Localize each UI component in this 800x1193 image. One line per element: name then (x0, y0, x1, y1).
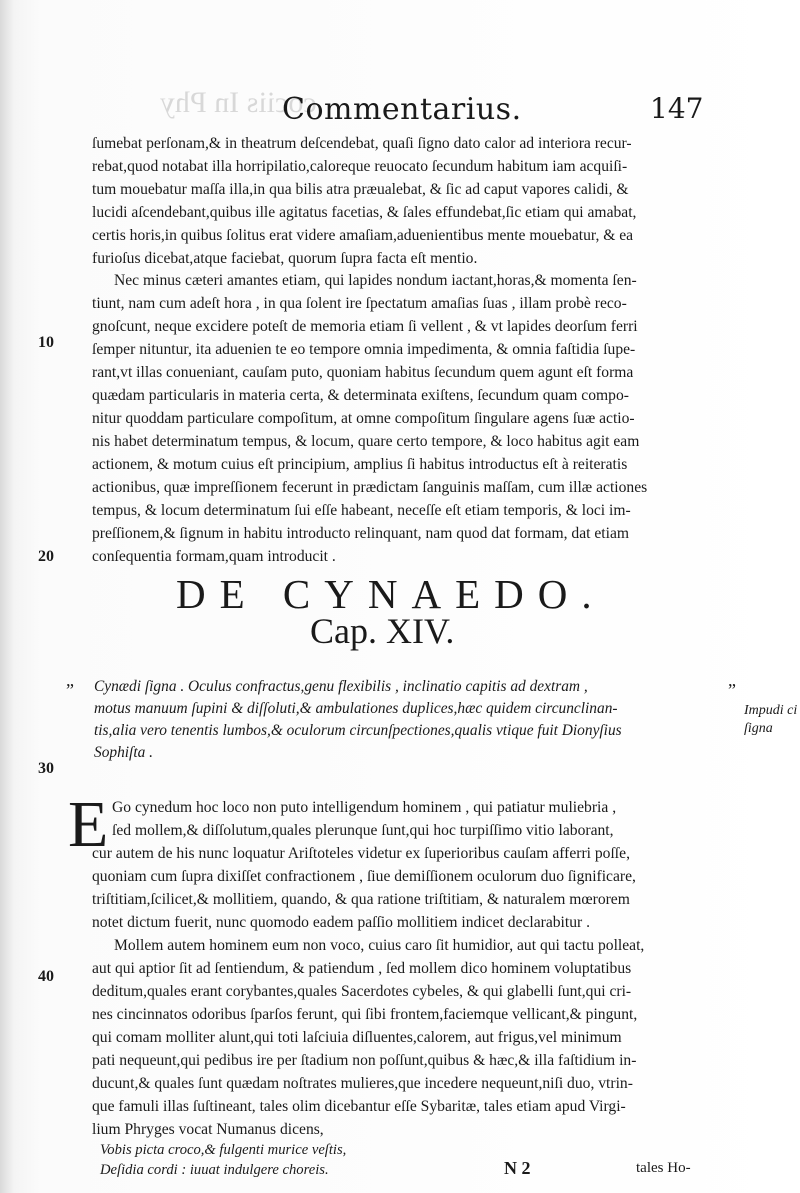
text-line: quoniam cum ſupra dixiſſet confractionem , ſiue demiſſionem oculorum duo ſignificare, (92, 868, 636, 885)
paragraph-cynedum-cont (92, 842, 742, 934)
verse-line: Vobis picta croco,& fulgenti murice veſtis, (100, 1142, 347, 1158)
text-line: ſed mollem,& diſſolutum,quales plerunque ſunt,qui hoc turpiſſimo vitio laborant, (112, 822, 614, 839)
margin-line-number: 20 (38, 548, 54, 565)
margin-line-number: 10 (38, 334, 54, 351)
paragraph-continuation (92, 132, 742, 270)
text-line: ſemper nituntur, ita aduenien te eo tempore omnia impedimenta, & omnia faſtidia ſupe- (92, 341, 636, 358)
text-line: lucidi aſcendebant,quibus ille agitatus facetias, & ſales effundebat,ſic etiam qui amabat, (92, 204, 637, 221)
catchword: tales Ho- (636, 1160, 691, 1176)
text-line: Go cynedum hoc loco non puto intelligendum hominem , qui patiatur muliebria , (112, 799, 617, 816)
running-head: Commentarius. (282, 92, 522, 127)
text-line: nitur quoddam particulare compoſitum, at omne compoſitum ſingulare agens ſuæ actio- (92, 410, 635, 427)
page-number: 147 (650, 92, 704, 125)
paragraph-mollem (92, 934, 742, 1141)
summary-line: tis,alia vero tenentis lumbos,& oculorum circunſpectiones,qualis vtique fuit Dionyſius (94, 722, 622, 739)
text-line: pati nequeunt,qui pedibus ire per ſtadium non poſſunt,quibus & hæc,& illa faſtidium in- (92, 1052, 637, 1069)
text-line: actionibus, quæ impreſſionem fecerunt in prædictam ſanguinis maſſam, cum illæ actiones (92, 479, 648, 496)
text-line: gnoſcunt, neque excidere poteſt de memoria etiam ſi vellent , & vt lapides deorſum ferri (92, 318, 638, 335)
quote-mark-open: „ (66, 670, 74, 690)
text-line: ſumebat perſonam,& in theatrum deſcendebat, quaſi ſigno dato calor ad interiora recur- (92, 135, 632, 152)
text-line: aut qui aptior ſit ad ſentiendum, & patiendum , ſed mollem dico hominem voluptatibus (92, 960, 632, 977)
text-line: conſequentia formam,quam introducit . (92, 548, 336, 565)
text-line: lium Phryges vocat Numanus dicens, (92, 1121, 324, 1138)
verse-quote (100, 1140, 700, 1180)
text-line: Nec minus cæteri amantes etiam, qui lapides nondum iactant,horas,& momenta ſen- (114, 272, 637, 289)
quote-mark-close: „ (728, 670, 736, 690)
paragraph-cynedum (112, 796, 742, 842)
text-line: rant,vt illas conueniant, cauſam puto, quoniam habitus ſecundum quem agunt eſt forma (92, 364, 634, 381)
text-line: notet dictum fuerit, nunc quomodo eadem paſſio mollitiem indicet declarabitur . (92, 914, 590, 931)
text-line: triſtitiam,ſcilicet,& mollitiem, quando, & qua ratione triſtitiam, & naturalem mœrorem (92, 891, 630, 908)
text-line: rebat,quod notabat illa horripilatio,caloreque reuocato ſecundum habitum iam acquiſi- (92, 158, 628, 175)
marginal-note: Impudi ci ſigna (744, 703, 798, 736)
text-line: quædam particularis in materia certa, & determinata exiſtens, ſecundum quam compo- (92, 387, 629, 404)
summary-line: Sophiſta . (94, 744, 153, 761)
paragraph-amantes (92, 269, 742, 568)
margin-line-number: 40 (38, 968, 54, 985)
text-line: Mollem autem hominem eum non voco, cuius caro ſit humidior, aut qui tactu polleat, (114, 937, 645, 954)
summary-line: Cynædi ſigna . Oculus confractus,genu flexibilis , inclinatio capitis ad dextram , (94, 678, 588, 695)
text-line: preſſionem,& ſignum in habitu introducto relinquant, nam quod dat formam, dat etiam (92, 525, 630, 542)
drop-cap: E (68, 788, 109, 861)
text-line: certis horis,in quibus ſolitus erat videre amaſiam,aduenientibus mente mouebatur, & ea (92, 227, 634, 244)
text-line: tum mouebatur maſſa illa,in qua bilis atra præualebat, & ſic ad caput vapores calidi, & (92, 181, 629, 198)
text-line: que famuli illas ſuſtineant, tales olim dicebantur eſſe Sybaritæ, tales etiam apud Virgi- (92, 1098, 626, 1115)
show-through-decoration: cociis In Phy (160, 86, 317, 119)
text-line: furioſus dicebat,atque faciebat, quorum ſupra facta eſt mentio. (92, 250, 478, 267)
margin-line-number: 30 (38, 760, 54, 777)
signature-mark: N 2 (504, 1158, 531, 1178)
text-line: tempus, & locum determinatum ſui eſſe habeant, neceſſe eſt etiam temporis, & loci im- (92, 502, 631, 519)
text-line: nes cincinnatos odoribus ſparſos ferunt, qui ſibi frontem,faciemque vellicant,& pingunt, (92, 1006, 638, 1023)
summary-line: motus manuum ſupini & diſſoluti,& ambulationes duplices,hæc quidem circunclinan- (94, 700, 618, 717)
text-line: actionem, & motum cuius eſt principium, amplius ſi habitus introductus eſt à reiteratis (92, 456, 628, 473)
text-line: qui comam molliter alunt,qui toti laſciuia diſluentes,calorem, aut frigus,vel minimum (92, 1029, 622, 1046)
chapter-number: Cap. XIV. (310, 611, 455, 651)
chapter-summary (94, 676, 744, 764)
text-line: deditum,quales erant corybantes,quales Sacerdotes cybeles, & qui glabelli ſunt,qui cri- (92, 983, 632, 1000)
text-line: nis habet determinatum tempus, & locum, quare certo tempore, & loco habitus agit eam (92, 433, 640, 450)
text-line: cur autem de his nunc loquatur Ariſtoteles videtur ex ſuperioribus cauſam afferri poſſe, (92, 845, 630, 862)
verse-line: Deſidia cordi : iuuat indulgere choreis. (100, 1162, 329, 1178)
text-line: tiunt, nam cum adeſt hora , in qua ſolent ire ſpectatum amaſias ſuas , illam probè reco- (92, 295, 627, 312)
text-line: ducunt,& quales ſunt quædam noſtrates mulieres,que incedere nequeunt,niſi duo, vtrin- (92, 1075, 633, 1092)
chapter-title: DE CYNAEDO. (176, 571, 606, 617)
